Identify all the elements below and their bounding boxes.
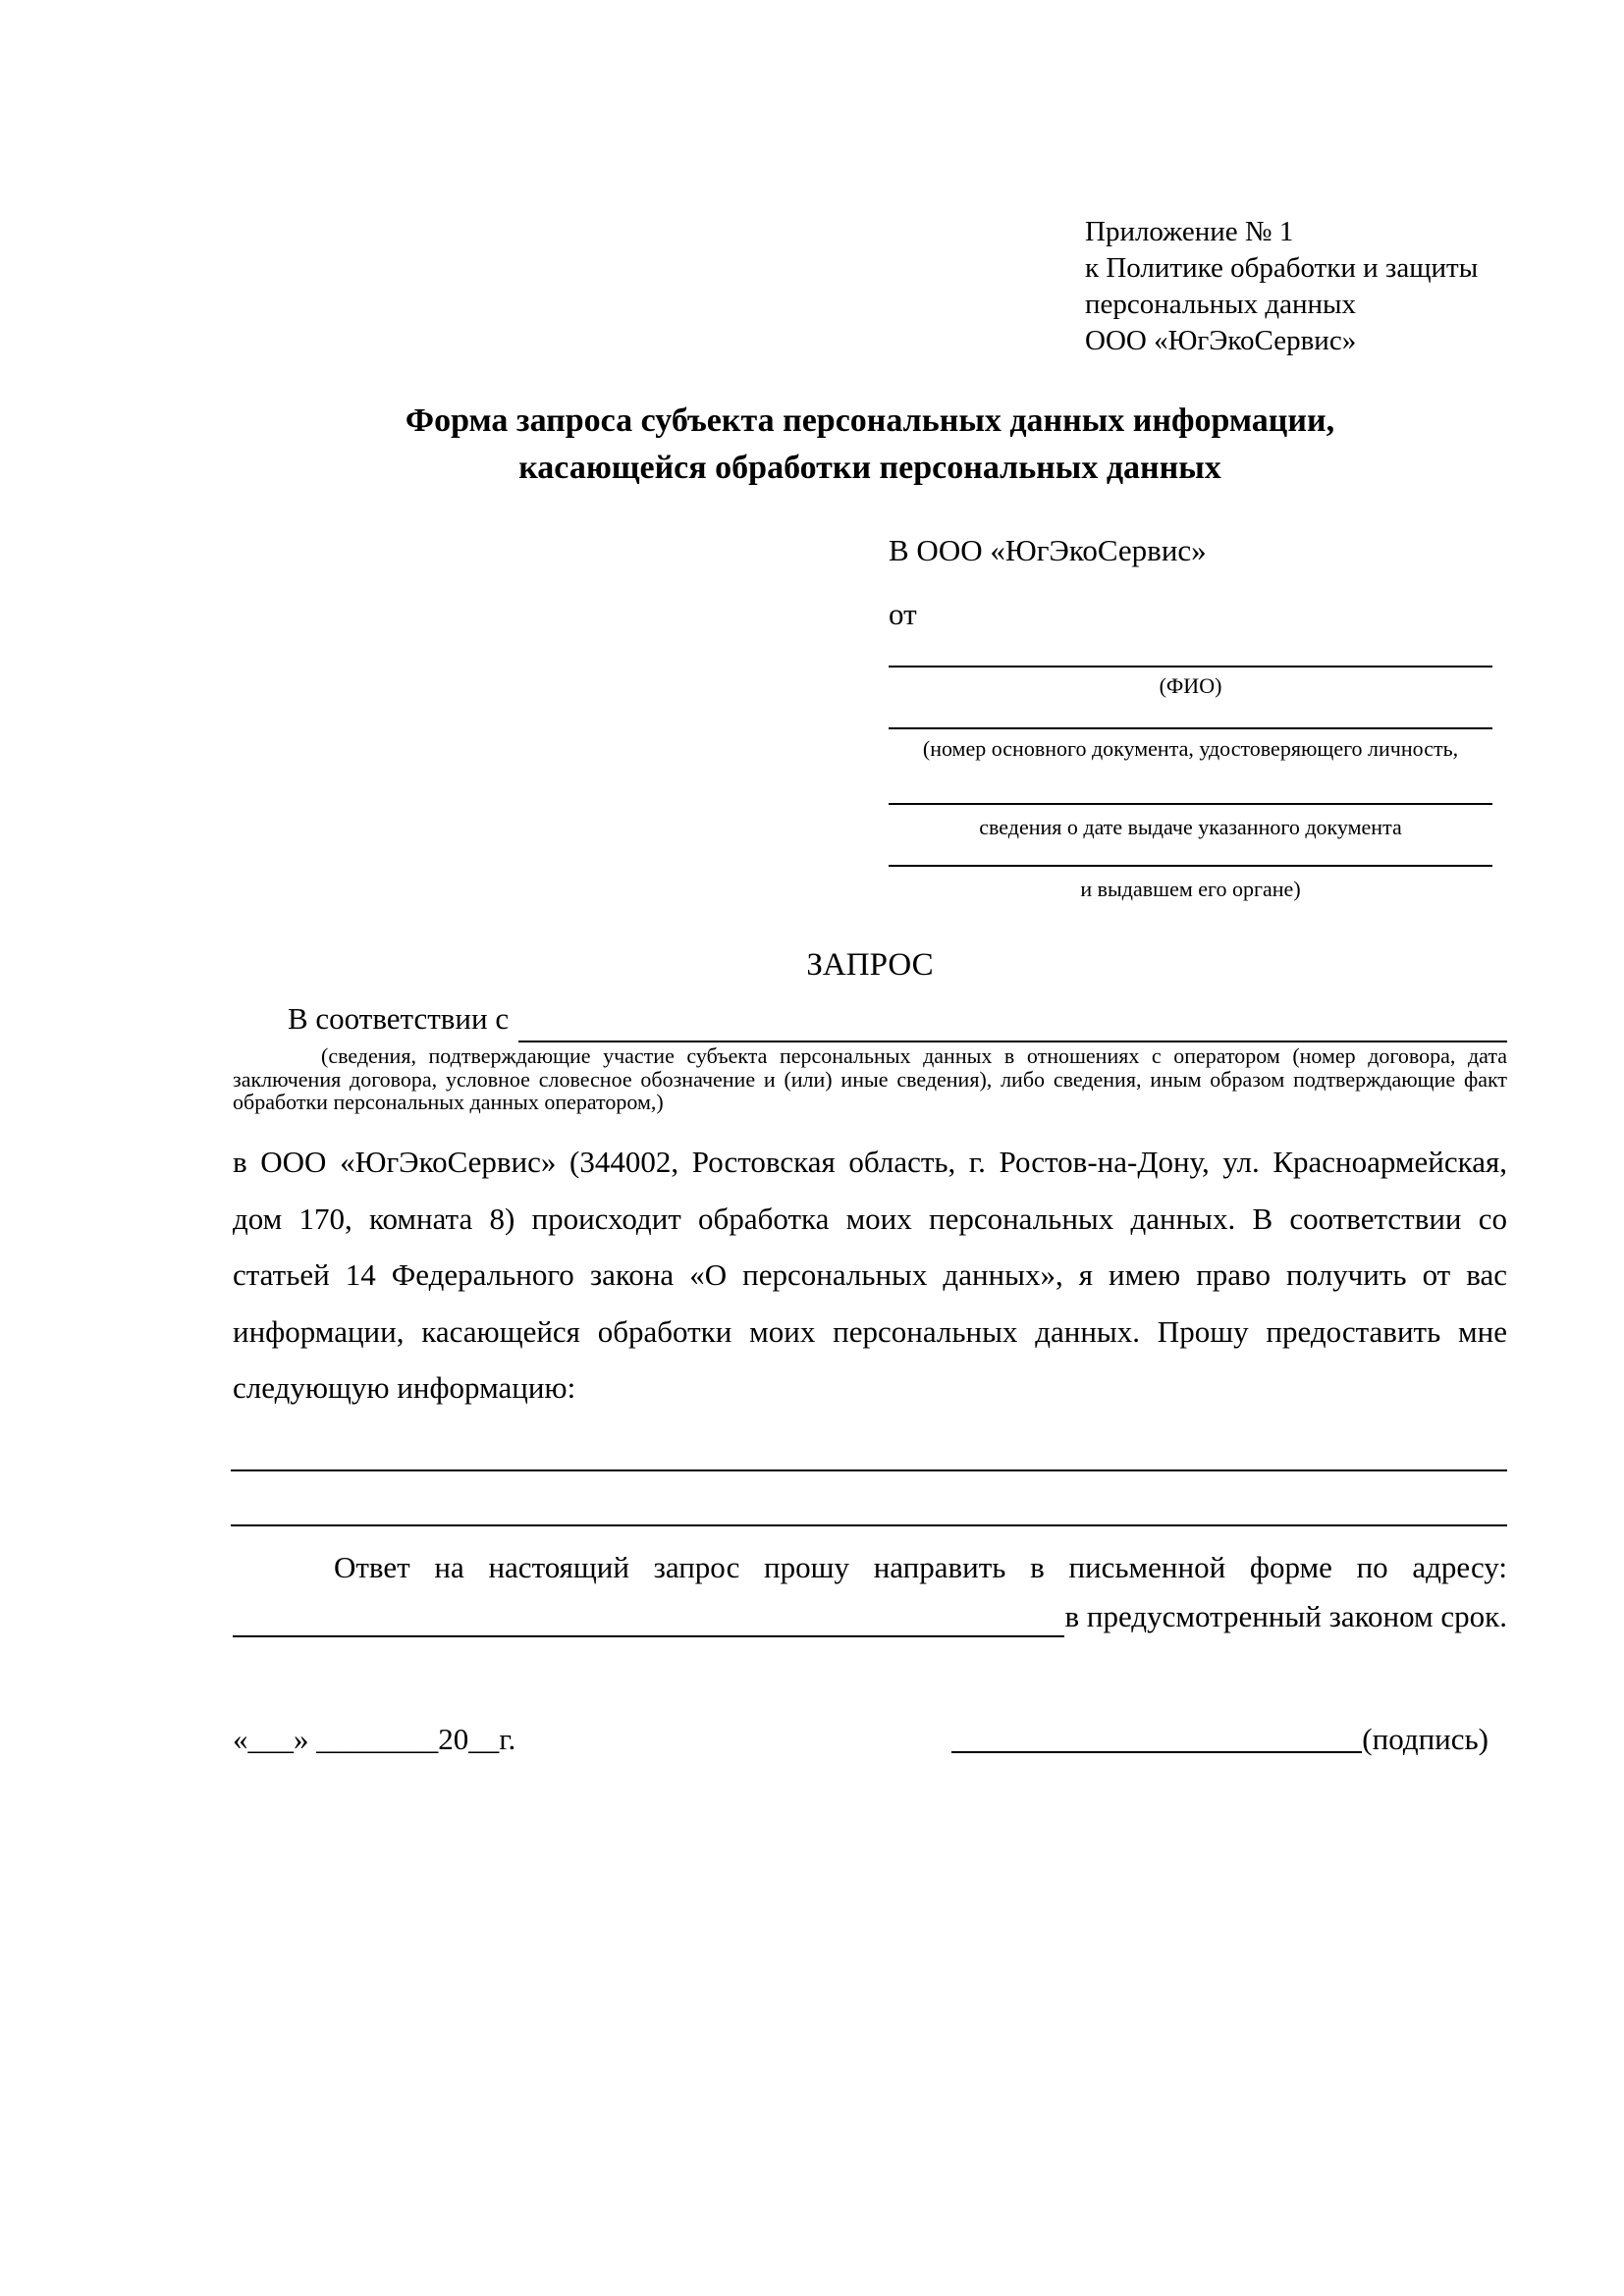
fill-line-address: [233, 1635, 1064, 1637]
reply-suffix: в предусмотренный законом срок.: [1064, 1599, 1507, 1633]
fill-caption-issuing-authority: и выдавшем его органе): [1080, 877, 1301, 901]
fill-line-info-2: [231, 1471, 1507, 1526]
fill-line-document-number: [889, 699, 1492, 729]
document-title-line: касающейся обработки персональных данных: [518, 450, 1221, 486]
addressee-block: [889, 531, 1492, 902]
signature-group: [951, 1720, 1489, 1759]
fill-line-issuing-authority: [889, 840, 1492, 867]
accordance-row: [233, 997, 1507, 1042]
reply-address-row: [233, 1596, 1507, 1637]
fill-caption-issue-date: сведения о дате выдаче указанного документа: [979, 815, 1402, 839]
fill-caption-fio: (ФИО): [1159, 673, 1222, 698]
signature-caption: (подпись): [1362, 1722, 1489, 1756]
addressee-from-label: от: [889, 597, 917, 631]
appendix-header-line: Приложение № 1: [1085, 216, 1294, 247]
reply-paragraph: Ответ на настоящий запрос прошу направить в письменной форме по адресу:: [334, 1550, 1507, 1584]
fill-line-info-1: [231, 1420, 1507, 1471]
fill-caption-document-number: (номер основного документа, удостоверяющего личность,: [922, 736, 1459, 761]
appendix-header-line: к Политике обработки и защиты: [1085, 252, 1479, 284]
fill-line-issue-date: [889, 762, 1492, 805]
document-title: [233, 398, 1507, 492]
explanatory-note: (сведения, подтверждающие участие субъекта персональных данных в отношениях с оператором (номер договора, дата заключения договора, условное словесное обозначение и (или) иные сведения), либо сведения, иным образом подтверждающие факт обработки персональных данных оператором,): [233, 1043, 1507, 1114]
document-title-line: Форма запроса субъекта персональных данных информации,: [405, 402, 1335, 439]
appendix-header-line: персональных данных: [1085, 289, 1357, 320]
signature-row: [233, 1720, 1489, 1759]
body-paragraph: в ООО «ЮгЭкоСервис» (344002, Ростовская область, г. Ростов-на-Дону, ул. Красноармейская, дом 170, комната 8) происходит обработка моих персональных данных. В соответствии со статьей 14 Федерального закона «О персональных данных», я имею право получить от вас информации, касающейся обработки моих персональных данных. Прошу предоставить мне следующую информацию:: [233, 1145, 1507, 1405]
signature-date: «___» ________20__г.: [233, 1722, 516, 1756]
request-heading: ЗАПРОС: [806, 947, 934, 983]
appendix-header-line: ООО «ЮгЭкоСервис»: [1085, 325, 1357, 356]
fill-line-signature: [951, 1751, 1362, 1753]
appendix-header: [1085, 214, 1507, 359]
addressee-to: В ООО «ЮгЭкоСервис»: [889, 533, 1207, 567]
fill-line-fio: [889, 634, 1492, 667]
fill-line-accordance: [518, 997, 1507, 1042]
accordance-lead: В соответствии с: [288, 1001, 510, 1036]
